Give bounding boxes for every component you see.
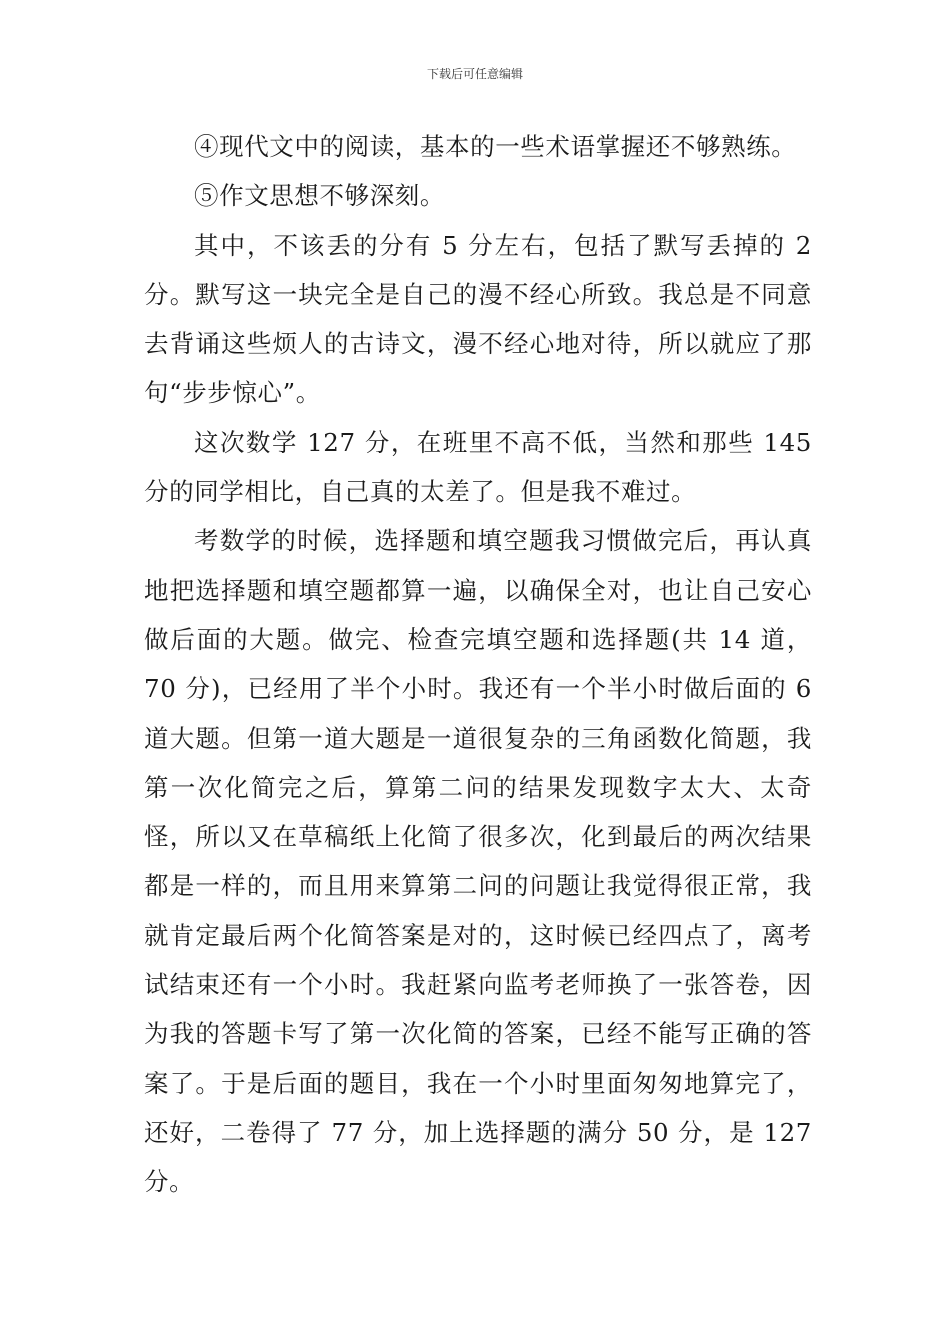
paragraph-reading-terms: ④现代文中的阅读，基本的一些术语掌握还不够熟练。 [194,132,797,161]
paragraph-lost-points: 其中，不该丢的分有 5 分左右，包括了默写丢掉的 2 分。默写这一块完全是自己的漫不经心所致。我总是不同意去背诵这些烦人的古诗文，漫不经心地对待，所以就应了那句“步步惊心”。 [144,230,812,408]
document-body [144,122,812,1207]
paragraph-essay-depth: ⑤作文思想不够深刻。 [194,181,445,211]
paragraph-math-exam: 考数学的时候，选择题和填空题我习惯做完后，再认真地把选择题和填空题都算一遍，以确保全对，也让自己安心做后面的大题。做完、检查完填空题和选择题(共 14 道，70 分)，已经用了半个小时。我还有一个半小时做后面的 6 道大题。但第一道大题是一道很复杂的三角函数化简题，我第一次化简完之后，算第二问的结果发现数字太大、太奇怪，所以又在草稿纸上化简了很多次，化到最后的两次结果都是一样的，而且用来算第二问的问题让我觉得很正常，我就肯定最后两个化简答案是对的，这时候已经四点了，离考试结束还有一个小时。我赶紧向监考老师换了一张答卷，因为我的答题卡写了第一次化简的答案，已经不能写正确的答案了。于是后面的题目，我在一个小时里面匆匆地算完了，还好，二卷得了 77 分，加上选择题的满分 50 分，是 127 分。 [144,526,812,1197]
paragraph-math-score: 这次数学 127 分，在班里不高不低，当然和那些 145 分的同学相比，自己真的太差了。但是我不难过。 [144,427,812,507]
page-header: 下载后可任意编辑 [426,67,523,81]
